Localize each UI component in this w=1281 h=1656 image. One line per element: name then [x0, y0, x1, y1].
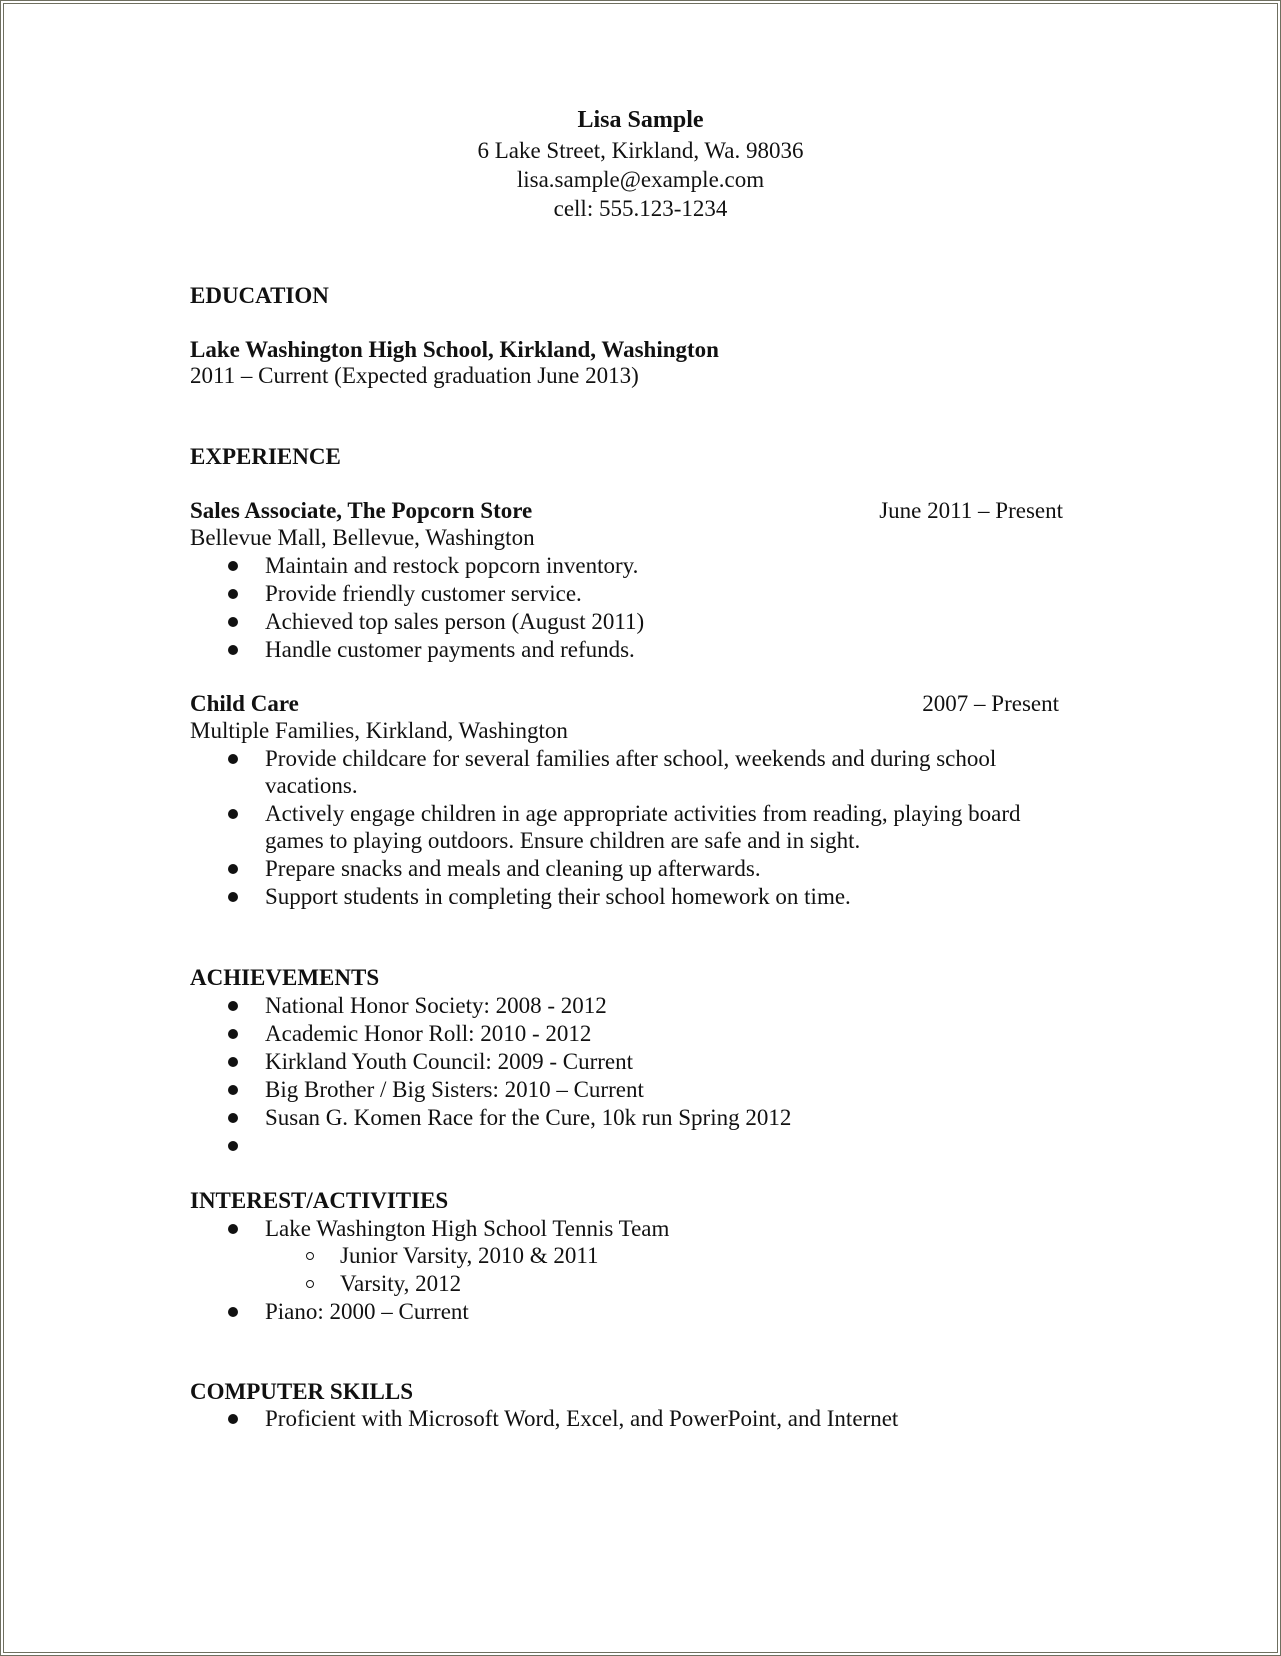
bullet-icon: [228, 645, 238, 655]
bullet-icon: [228, 1085, 238, 1095]
section-heading-achievements: ACHIEVEMENTS: [190, 965, 380, 990]
list-item-continuation: games to playing outdoors. Ensure children are safe and in sight.: [265, 828, 861, 853]
job-title: Child Care: [190, 691, 299, 716]
candidate-name: Lisa Sample: [577, 107, 704, 133]
list-item-continuation: vacations.: [265, 773, 358, 798]
list-item: Maintain and restock popcorn inventory.: [265, 553, 639, 578]
list-item: Kirkland Youth Council: 2009 - Current: [265, 1049, 633, 1074]
sub-list-item: Varsity, 2012: [340, 1271, 462, 1296]
bullet-icon: [228, 892, 238, 902]
list-item: Actively engage children in age appropriate activities from reading, playing board: [265, 801, 1021, 826]
list-item: Piano: 2000 – Current: [265, 1299, 469, 1324]
bullet-icon: [228, 1414, 238, 1424]
list-item: National Honor Society: 2008 - 2012: [265, 993, 607, 1018]
job-dates: 2007 – Present: [922, 691, 1059, 716]
hollow-bullet-icon: [306, 1252, 314, 1260]
bullet-icon: [228, 1224, 238, 1234]
school-name: Lake Washington High School, Kirkland, Washington: [190, 337, 719, 362]
bullet-icon: [228, 1029, 238, 1039]
job-dates: June 2011 – Present: [879, 498, 1063, 523]
sub-list-item: Junior Varsity, 2010 & 2011: [340, 1243, 599, 1268]
section-heading-interests: INTEREST/ACTIVITIES: [190, 1188, 449, 1213]
bullet-icon: [228, 1057, 238, 1067]
list-item: Provide childcare for several families after school, weekends and during school: [265, 746, 997, 771]
phone: cell: 555.123-1234: [553, 196, 728, 221]
list-item: Handle customer payments and refunds.: [265, 637, 635, 662]
list-item: Prepare snacks and meals and cleaning up afterwards.: [265, 856, 761, 881]
address: 6 Lake Street, Kirkland, Wa. 98036: [477, 138, 804, 163]
bullet-icon: [228, 1141, 238, 1151]
bullet-icon: [228, 589, 238, 599]
list-item: Lake Washington High School Tennis Team: [265, 1216, 670, 1241]
email: lisa.sample@example.com: [516, 167, 765, 192]
bullet-icon: [228, 561, 238, 571]
list-item: Proficient with Microsoft Word, Excel, and PowerPoint, and Internet: [265, 1406, 899, 1431]
bullet-icon: [228, 1001, 238, 1011]
list-item: Support students in completing their school homework on time.: [265, 884, 851, 909]
bullet-icon: [228, 1307, 238, 1317]
section-heading-computer-skills: COMPUTER SKILLS: [190, 1379, 414, 1404]
education-dates: 2011 – Current (Expected graduation June 2013): [190, 363, 639, 388]
bullet-icon: [228, 1113, 238, 1123]
bullet-icon: [228, 864, 238, 874]
list-item: Academic Honor Roll: 2010 - 2012: [265, 1021, 592, 1046]
bullet-icon: [228, 809, 238, 819]
list-item: Susan G. Komen Race for the Cure, 10k run Spring 2012: [265, 1105, 792, 1130]
section-heading-education: EDUCATION: [190, 283, 329, 308]
list-item: Achieved top sales person (August 2011): [265, 609, 645, 634]
job-title: Sales Associate, The Popcorn Store: [190, 498, 533, 523]
hollow-bullet-icon: [306, 1280, 314, 1288]
list-item: Big Brother / Big Sisters: 2010 – Current: [265, 1077, 644, 1102]
list-item: Provide friendly customer service.: [265, 581, 582, 606]
bullet-icon: [228, 617, 238, 627]
bullet-icon: [228, 754, 238, 764]
job-location: Multiple Families, Kirkland, Washington: [190, 718, 568, 743]
job-location: Bellevue Mall, Bellevue, Washington: [190, 525, 535, 550]
section-heading-experience: EXPERIENCE: [190, 444, 341, 469]
